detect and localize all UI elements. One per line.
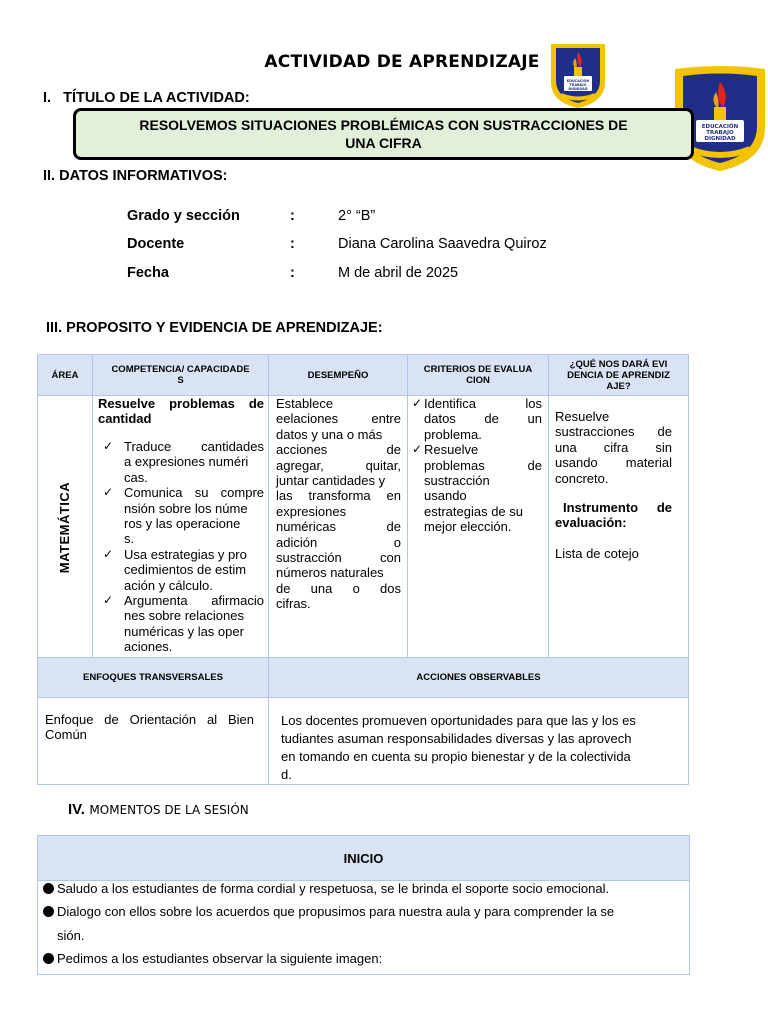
header-area: ÁREA <box>38 355 93 396</box>
section-1-number: I. <box>43 90 52 106</box>
instrumento-value: Lista de cotejo <box>555 545 639 561</box>
info-value-docente: Diana Carolina Saavedra Quiroz <box>338 236 547 252</box>
competencia-cell <box>93 396 269 658</box>
info-value-fecha: M de abril de 2025 <box>338 265 459 281</box>
header-evidencia: ¿QUÉ NOS DARÁ EVI DENCIA DE APRENDIZ AJE? <box>549 355 689 396</box>
svg-text:TRABAJO: TRABAJO <box>706 130 734 136</box>
section-1-title: TÍTULO DE LA ACTIVIDAD: <box>63 90 250 106</box>
info-label-grado: Grado y sección <box>127 208 240 224</box>
info-label-fecha: Fecha <box>127 265 169 281</box>
bullet-icon <box>43 906 54 917</box>
activity-title-box <box>73 108 694 160</box>
competencia-item: ✓ Comunica su compre nsión sobre los núme ros y las operacione s. <box>103 485 264 547</box>
list-item: Pedimos a los estudiantes observar la siguiente imagen: <box>43 951 382 966</box>
competencia-item: ✓ Argumenta afirmacio nes sobre relaciones numéricas y las oper aciones. <box>103 593 264 655</box>
bullet-icon <box>43 953 54 964</box>
school-crest-icon <box>549 40 607 110</box>
enfoque-cell: Enfoque de Orientación al Bien Común <box>38 698 269 785</box>
header-competencia: COMPETENCIA/ CAPACIDADE S <box>93 355 269 396</box>
criterios-cell <box>408 396 549 658</box>
info-colon: : <box>290 265 295 281</box>
area-label: MATEMÁTICA <box>57 481 73 573</box>
svg-text:EDUCACIÓN: EDUCACIÓN <box>701 124 739 130</box>
section-1-heading <box>43 90 250 106</box>
activity-title-line-2: UNA CIFRA <box>345 135 422 151</box>
header-desempeno: DESEMPEÑO <box>269 355 408 396</box>
info-colon: : <box>290 208 295 224</box>
info-colon: : <box>290 236 295 252</box>
section-4-number: IV. <box>68 801 85 818</box>
criterio-item: ✓ Resuelve problemas de sustracción usando estrategias de su mejor elección. <box>412 442 542 535</box>
checkmark-icon: ✓ <box>412 442 423 457</box>
list-item-continuation: sión. <box>57 928 85 943</box>
section-4-title: MOMENTOS DE LA SESIÓN <box>89 803 249 817</box>
svg-text:DIGNIDAD: DIGNIDAD <box>704 136 736 142</box>
desempeno-cell: Establece eelaciones entre datos y una o más acciones de agregar, quitar, juntar cantidades y las transforma en expresiones numéricas de adición o sustracción con números naturales de una o dos cifras. <box>269 396 408 658</box>
acciones-header: ACCIONES OBSERVABLES <box>269 658 689 698</box>
evidencia-cell: Resuelve sustracciones de una cifra sin usando material concreto. Instrumento de evaluación: Lista de cotejo <box>549 396 689 658</box>
svg-text:EDUCACIÓN: EDUCACIÓN <box>566 79 590 83</box>
school-logo-small <box>549 40 607 110</box>
info-label-docente: Docente <box>127 236 185 252</box>
header-criterios: CRITERIOS DE EVALUA CION <box>408 355 549 396</box>
list-item: Dialogo con ellos sobre los acuerdos que propusimos para nuestra aula y para comprender la se <box>43 904 614 919</box>
purpose-table <box>37 354 689 785</box>
section-3-title: III. PROPOSITO Y EVIDENCIA DE APRENDIZAJE: <box>46 320 383 336</box>
section-4-heading <box>68 801 249 819</box>
acciones-cell: Los docentes promueven oportunidades para que las y los es tudiantes asuman responsabilidades diversas y las aprovech en tomando en cuenta su propio bienestar y de la colectivida d. <box>269 698 689 785</box>
enfoques-header: ENFOQUES TRANSVERSALES <box>38 658 269 698</box>
bullet-icon <box>43 883 54 894</box>
checkmark-icon: ✓ <box>103 546 114 561</box>
criterio-item: ✓ Identifica los datos de un problema. <box>412 396 542 442</box>
info-value-grado: 2° “B” <box>338 208 376 224</box>
checkmark-icon: ✓ <box>103 593 114 608</box>
inicio-header: INICIO <box>38 836 689 881</box>
document-title: ACTIVIDAD DE APRENDIZAJE <box>264 52 540 72</box>
section-2-title: II. DATOS INFORMATIVOS: <box>43 168 228 184</box>
svg-text:TRABAJO: TRABAJO <box>569 83 587 87</box>
inicio-box <box>37 835 690 975</box>
list-item: Saludo a los estudiantes de forma cordial y respetuosa, se le brinda el soporte socio emocional. <box>43 881 609 896</box>
checkmark-icon: ✓ <box>103 485 114 500</box>
checkmark-icon: ✓ <box>103 439 114 453</box>
instrumento-label: Instrumento de <box>563 500 672 516</box>
area-cell <box>38 396 93 658</box>
checkmark-icon: ✓ <box>412 396 423 410</box>
svg-text:DIGNIDAD: DIGNIDAD <box>568 87 588 91</box>
competencia-item: ✓ Traduce cantidades a expresiones numéri cas. <box>103 439 264 485</box>
competencia-item: ✓ Usa estrategias y pro cedimientos de estim ación y cálculo. <box>103 546 247 593</box>
competencia-title: Resuelve problemas de cantidad <box>98 396 264 426</box>
activity-title-line-1: RESOLVEMOS SITUACIONES PROBLÉMICAS CON SUSTRACCIONES DE <box>139 117 628 133</box>
